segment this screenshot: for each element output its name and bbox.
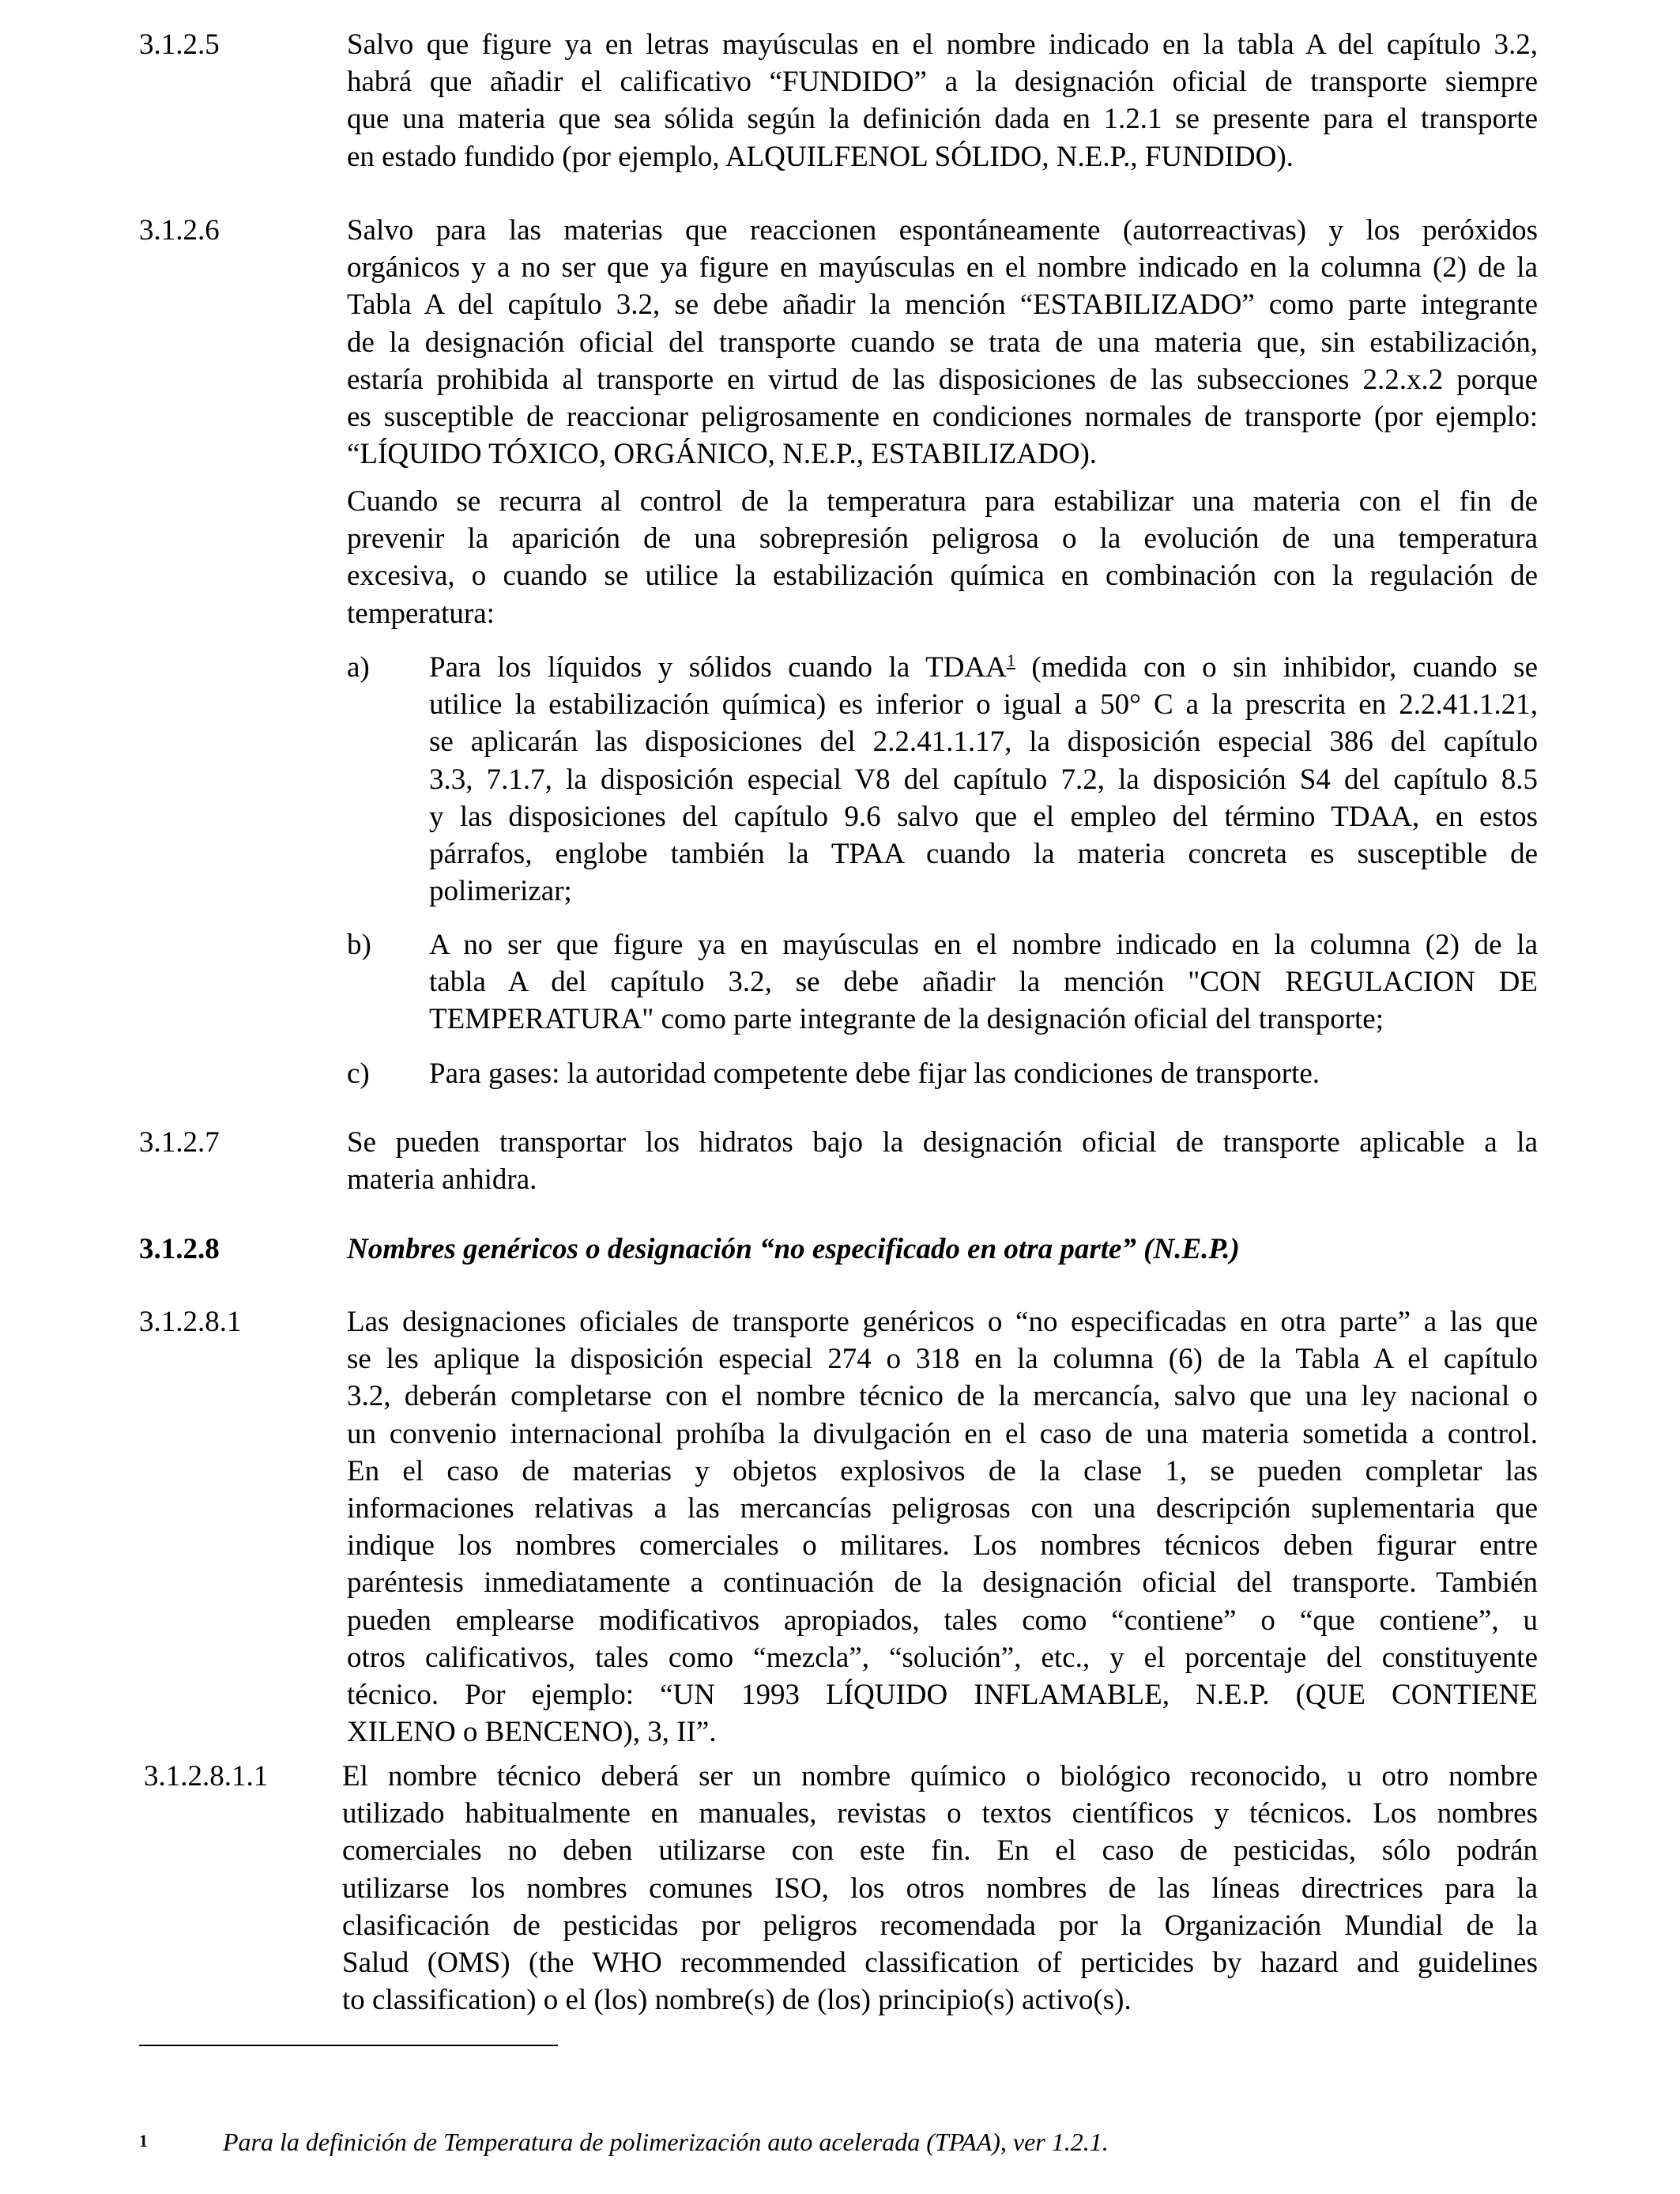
text-line [429,649,1538,686]
list-item-label: c) [347,1057,370,1090]
text-line: se aplicarán las disposiciones del 2.2.41.1.17, la disposición especial 386 del capítulo [429,726,1538,759]
text-segment: (medida con o sin inhibidor, cuando se [1015,651,1539,684]
text-segment: Para los líquidos y sólidos cuando la TDAA [429,651,1007,684]
text-line: prevenir la aparición de una sobrepresión peligrosa o la evolución de una temperatura [347,522,1538,556]
text-line: tabla A del capítulo 3.2, se debe añadir la mención "CON REGULACION DE [429,966,1538,999]
footnote-ref[interactable]: 1 [1006,650,1015,670]
section-number: 3.1.2.5 [139,28,220,61]
text-line: se les aplique la disposición especial 274 o 318 en la columna (6) de la Tabla A el capítulo [347,1343,1538,1376]
text-line: en estado fundido (por ejemplo, ALQUILFENOL SÓLIDO, N.E.P., FUNDIDO). [347,140,1294,173]
section-paragraph [347,483,1538,632]
text-line: Salvo que figure ya en letras mayúsculas en el nombre indicado en la tabla A del capítulo 3.2, [347,28,1538,61]
section-heading: Nombres genéricos o designación “no especificado en otra parte” (N.E.P.) [347,1233,1240,1265]
footnote-number: 1 [139,2131,148,2151]
text-line: 3.3, 7.1.7, la disposición especial V8 del capítulo 7.2, la disposición S4 del capítulo 8.5 [429,763,1538,796]
text-line: “LÍQUIDO TÓXICO, ORGÁNICO, N.E.P., ESTABILIZADO). [347,438,1098,471]
text-line: paréntesis inmediatamente a continuación de la designación oficial del transporte. También [347,1566,1538,1600]
text-line: TEMPERATURA" como parte integrante de la designación oficial del transporte; [429,1003,1384,1036]
text-line: A no ser que figure ya en mayúsculas en el nombre indicado en la columna (2) de la [429,929,1538,961]
footnote-divider [139,2045,558,2046]
section-paragraph [347,212,1538,473]
text-line: to classification) o el (los) nombre(s) de (los) principio(s) activo(s). [342,1984,1132,2017]
text-line: polimerizar; [429,875,572,908]
text-line: orgánicos y a no ser que ya figure en mayúsculas en el nombre indicado en la columna (2) de la [347,251,1538,285]
text-line: clasificación de pesticidas por peligros recomendada por la Organización Mundial de la [342,1909,1538,1942]
list-item [429,649,1538,910]
text-line: Cuando se recurra al control de la temperatura para estabilizar una materia con el fin de [347,485,1538,518]
text-line: Tabla A del capítulo 3.2, se debe añadir la mención “ESTABILIZADO” como parte integrante [347,288,1538,322]
text-line: Se pueden transportar los hidratos bajo la designación oficial de transporte aplicable a la [347,1126,1538,1159]
text-line: habrá que añadir el calificativo “FUNDIDO” a la designación oficial de transporte siempre [347,66,1538,99]
text-line: de la designación oficial del transporte cuando se trata de una materia que, sin estabilización, [347,326,1538,359]
text-line: otros calificativos, tales como “mezcla”, “solución”, etc., y el porcentaje del constituyente [347,1641,1538,1674]
text-line: técnico. Por ejemplo: “UN 1993 LÍQUIDO INFLAMABLE, N.E.P. (QUE CONTIENE [347,1678,1538,1711]
footnote-text: Para la definición de Temperatura de polimerización auto acelerada (TPAA), ver 1.2.1. [223,2128,1109,2156]
section-number: 3.1.2.8.1 [139,1306,242,1338]
text-line: es susceptible de reaccionar peligrosamente en condiciones normales de transporte (por ejemplo: [347,400,1538,433]
text-line: informaciones relativas a las mercancías peligrosas con una descripción suplementaria que [347,1491,1538,1525]
text-line: y las disposiciones del capítulo 9.6 salvo que el empleo del término TDAA, en estos [429,800,1538,833]
section-number: 3.1.2.8.1.1 [144,1760,269,1793]
text-line: un convenio internacional prohíba la divulgación en el caso de una materia sometida a control. [347,1417,1538,1450]
text-line: utilice la estabilización química) es inferior o igual a 50° C a la prescrita en 2.2.41.1.21, [429,688,1538,722]
text-line: El nombre técnico deberá ser un nombre químico o biológico reconocido, u otro nombre [342,1760,1538,1793]
section-number: 3.1.2.6 [139,214,220,247]
list-item-label: a) [347,651,370,684]
text-line: temperatura: [347,597,495,630]
text-line: utilizarse los nombres comunes ISO, los otros nombres de las líneas directrices para la [342,1872,1538,1905]
text-line: estaría prohibida al transporte en virtud de las disposiciones de las subsecciones 2.2.x.2 porque [347,363,1538,396]
text-line: Salvo para las materias que reaccionen espontáneamente (autorreactivas) y los peróxidos [347,214,1538,247]
text-line: Salud (OMS) (the WHO recommended classification of perticides by hazard and guidelines [342,1946,1538,1979]
text-line: En el caso de materias y objetos explosivos de la clase 1, se pueden completar las [347,1454,1538,1487]
list-item-label: b) [347,929,371,961]
text-line: utilizado habitualmente en manuales, revistas o textos científicos y técnicos. Los nombres [342,1797,1538,1830]
text-line: materia anhidra. [347,1163,537,1197]
text-line: 3.2, deberán completarse con el nombre técnico de la mercancía, salvo que una ley nacional o [347,1380,1538,1413]
list-item [429,1055,1538,1092]
text-line: párrafos, englobe también la TPAA cuando la materia concreta es susceptible de [429,837,1538,870]
text-line: que una materia que sea sólida según la definición dada en 1.2.1 se presente para el transporte [347,103,1538,136]
text-line: indique los nombres comerciales o militares. Los nombres técnicos deben figurar entre [347,1529,1538,1563]
list-item [429,926,1538,1039]
section-paragraph [342,1758,1538,2019]
text-line: XILENO o BENCENO), 3, II”. [347,1716,717,1749]
section-number: 3.1.2.7 [139,1126,220,1159]
text-line: Para gases: la autoridad competente debe fijar las condiciones de transporte. [429,1057,1320,1090]
section-paragraph [347,1124,1538,1198]
section-paragraph [347,1303,1538,1751]
text-line: comerciales no deben utilizarse con este fin. En el caso de pesticidas, sólo podrán [342,1834,1538,1868]
text-line: excesiva, o cuando se utilice la estabilización química en combinación con la regulación de [347,560,1538,593]
text-line: Las designaciones oficiales de transporte genéricos o “no especificadas en otra parte” a las que [347,1306,1538,1338]
section-number: 3.1.2.8 [139,1233,220,1265]
section-paragraph [347,26,1538,175]
text-line: pueden emplearse modificativos apropiados, tales como “contiene” o “que contiene”, u [347,1604,1538,1637]
